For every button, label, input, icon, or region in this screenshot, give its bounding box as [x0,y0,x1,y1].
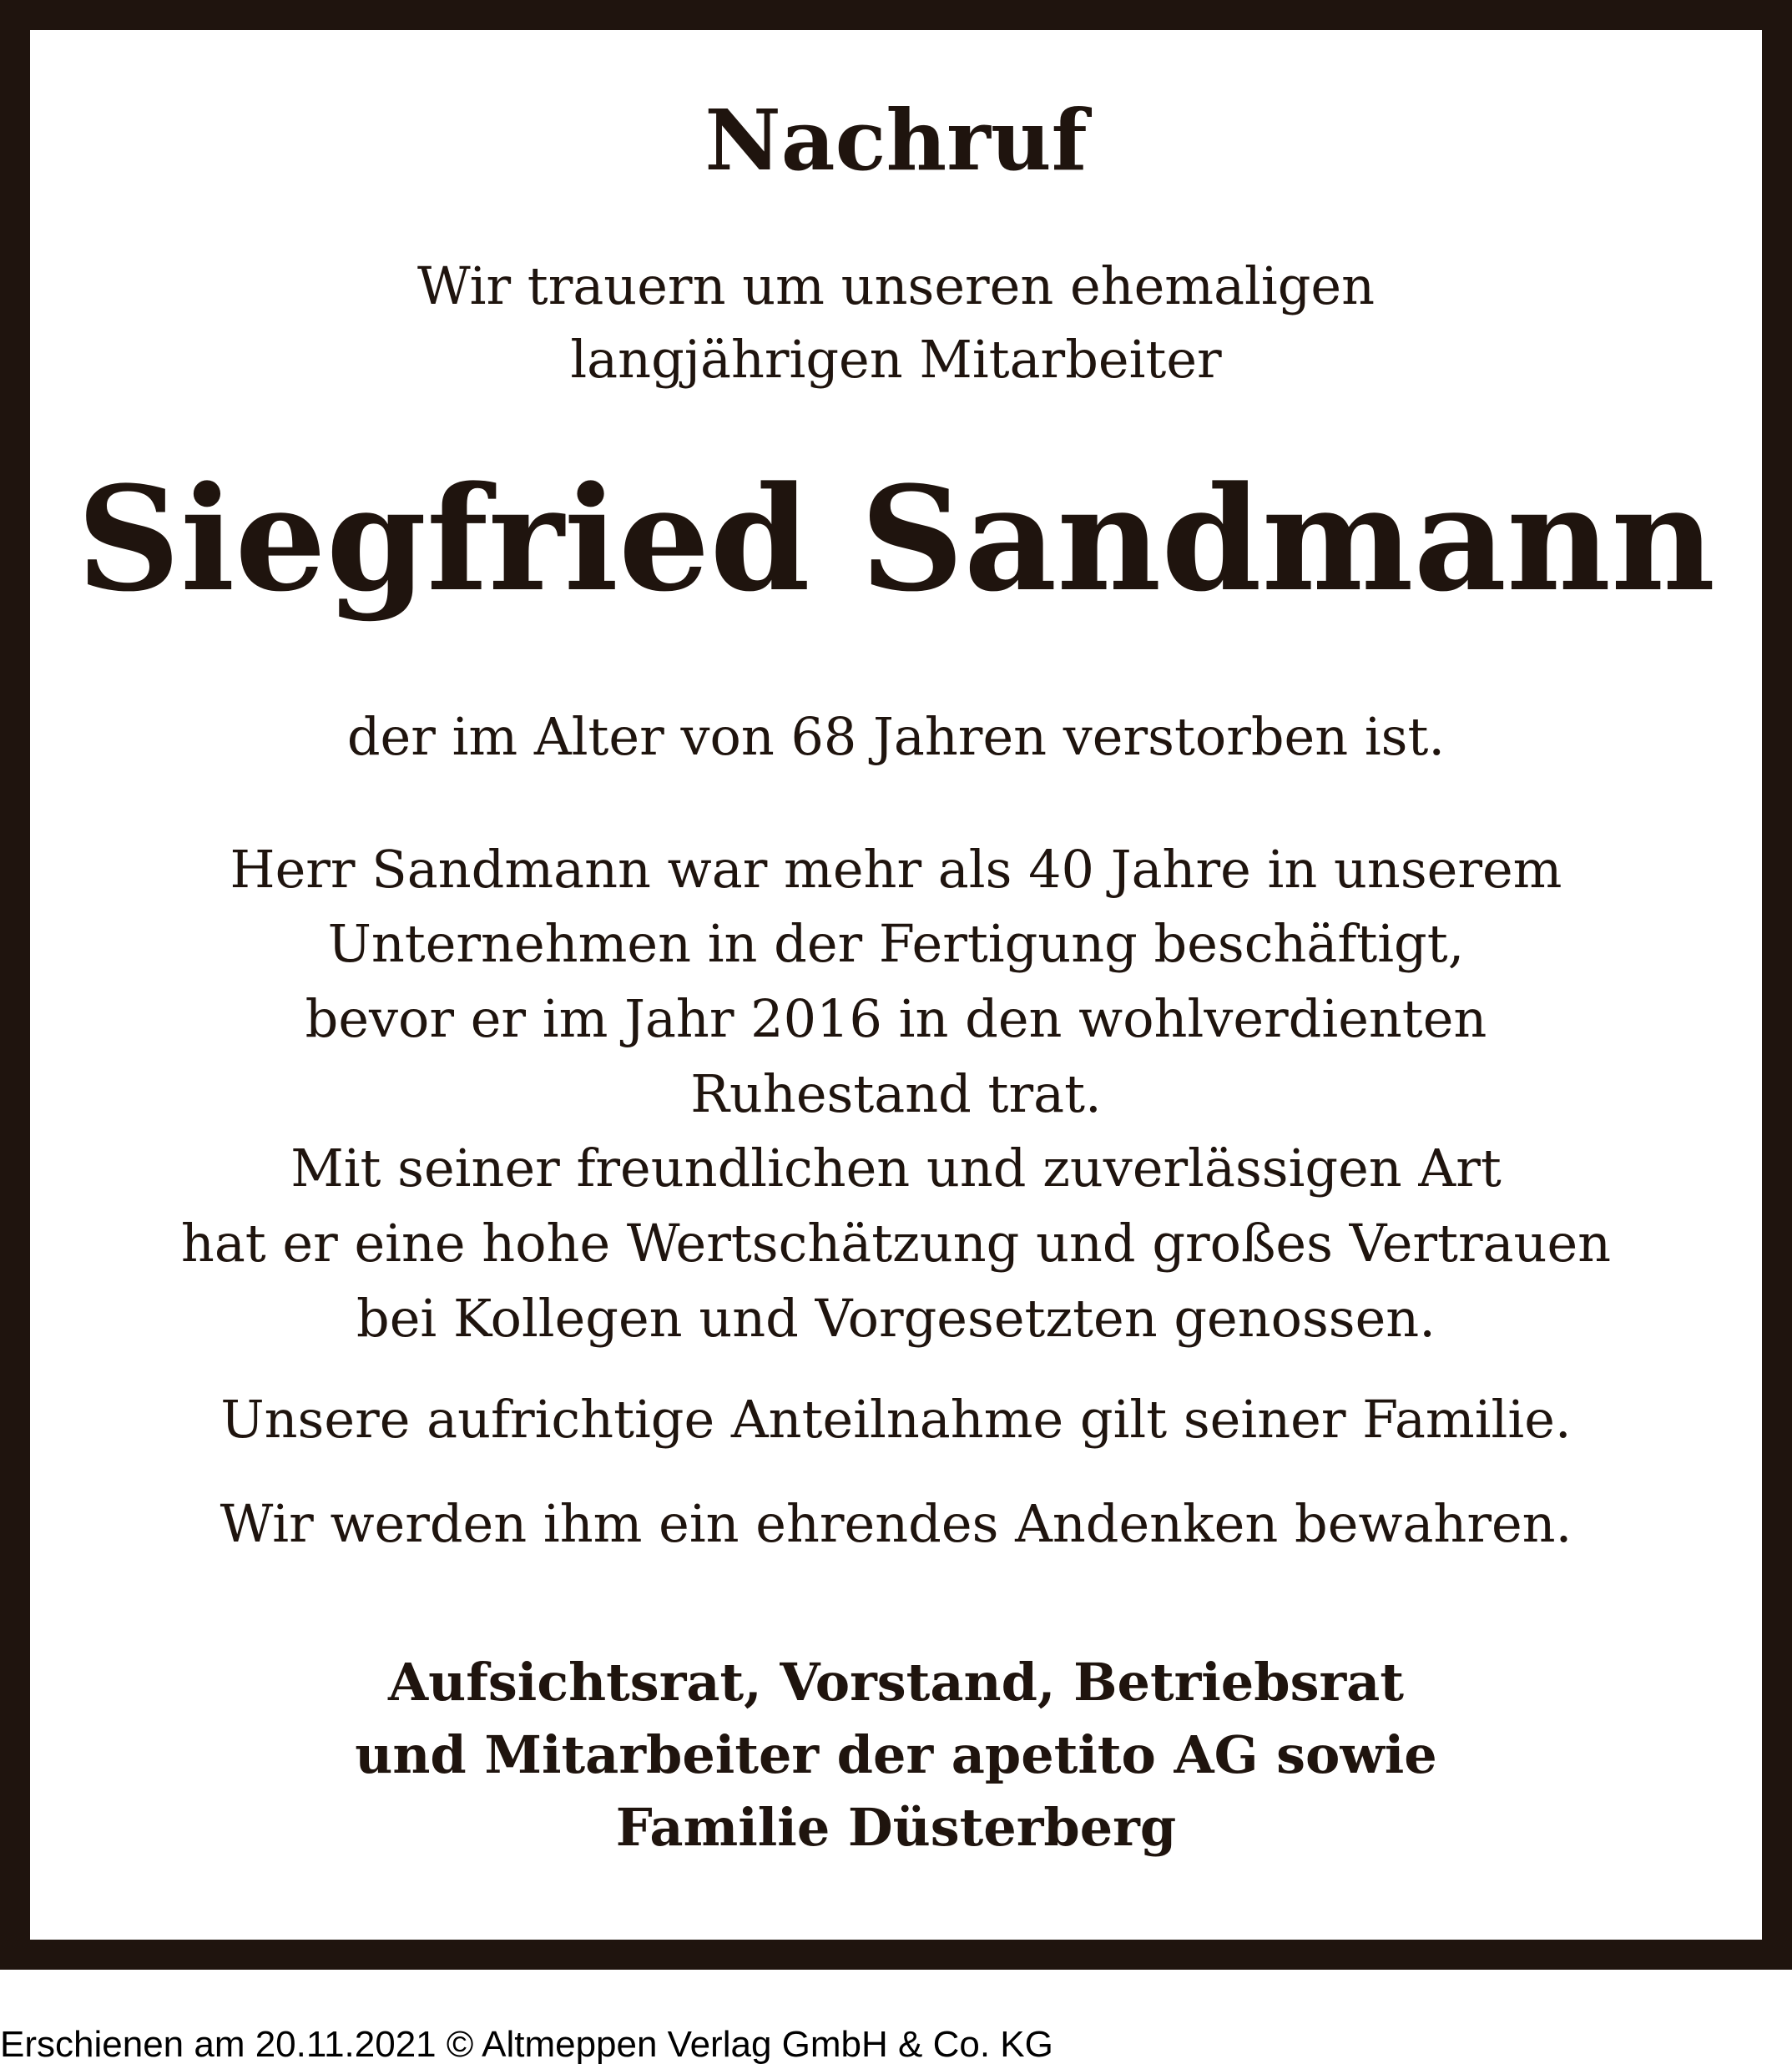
body-line-4: Ruhestand trat. [690,1063,1102,1124]
body-line-2: Unternehmen in der Fertigung beschäftigt, [327,913,1465,974]
obituary-heading: Nachruf [704,91,1088,189]
age-line: der im Alter von 68 Jahren verstorben ist. [346,706,1446,767]
intro-line-1: Wir trauern um unseren ehemaligen [416,255,1376,316]
intro-line-2: langjährigen Mitarbeiter [570,329,1222,390]
body-line-3: bevor er im Jahr 2016 in den wohlverdienten [305,988,1487,1049]
body-line-7: bei Kollegen und Vorgesetzten genossen. [356,1288,1436,1349]
condolence-line: Unsere aufrichtige Anteilnahme gilt seiner Familie. [220,1389,1572,1450]
body-line-5: Mit seiner freundlichen und zuverlässigen Art [290,1138,1502,1199]
publication-footer: Erschienen am 20.11.2021 © Altmeppen Verlag GmbH & Co. KG [0,2024,1053,2065]
body-line-1: Herr Sandmann war mehr als 40 Jahre in unserem [230,839,1562,900]
signature-line-3: Familie Düsterberg [615,1797,1177,1858]
body-line-6: hat er eine hohe Wertschätzung und großes Vertrauen [180,1213,1612,1274]
memory-line: Wir werden ihm ein ehrendes Andenken bewahren. [220,1493,1572,1554]
signature-line-1: Aufsichtsrat, Vorstand, Betriebsrat [388,1652,1404,1713]
deceased-name: Siegfried Sandmann [76,454,1716,623]
signature-line-2: und Mitarbeiter der apetito AG sowie [355,1724,1437,1785]
